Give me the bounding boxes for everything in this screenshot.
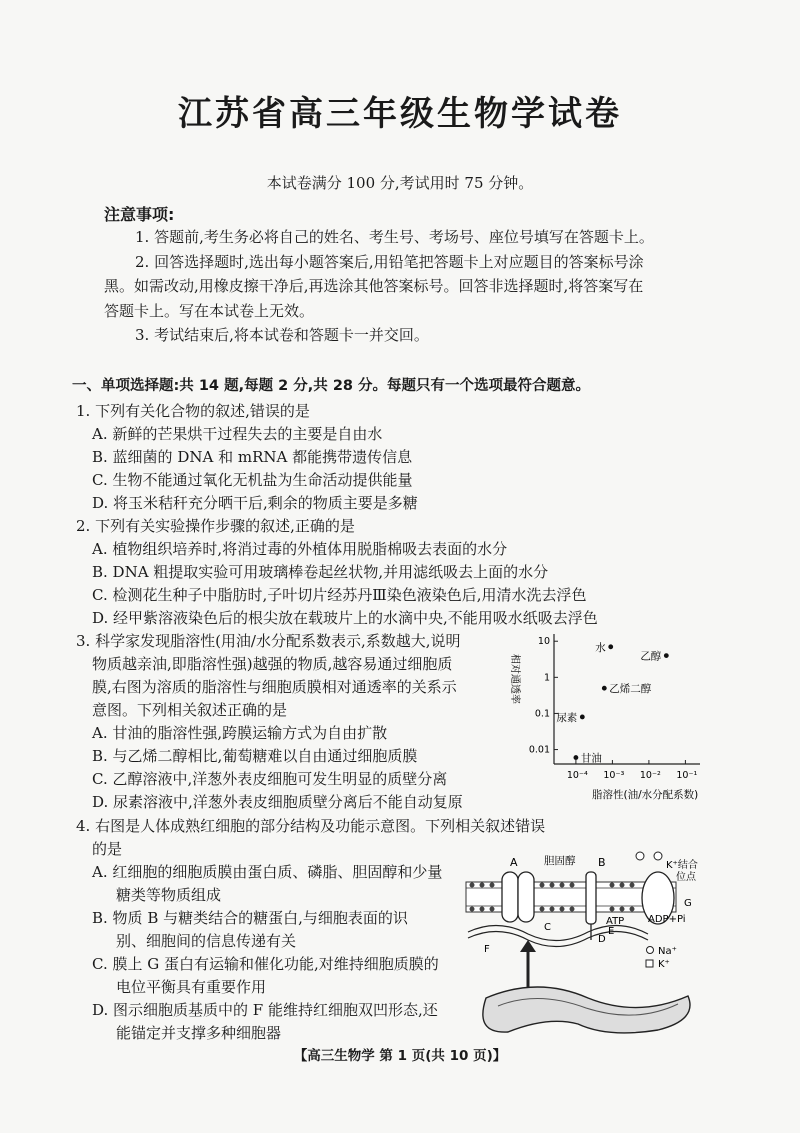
question-4-option-a: A. 红细胞的细胞质膜由蛋白质、磷脂、胆固醇和少量: [92, 863, 443, 881]
red-blood-cell-membrane-figure: [458, 848, 708, 1038]
red-cell-shape: [483, 987, 690, 1033]
question-4-option-d-cont: 能锚定并支撑多种细胞器: [116, 1024, 282, 1042]
question-4-option-b-cont: 别、细胞间的信息传递有关: [116, 932, 297, 950]
question-4-option-b: B. 物质 B 与糖类结合的糖蛋白,与细胞表面的识: [92, 909, 408, 927]
notice-line: 2. 回答选择题时,选出每小题答案后,用铅笔把答题卡上对应题目的答案标号涂: [135, 253, 644, 271]
question-1-stem: 1. 下列有关化合物的叙述,错误的是: [76, 402, 310, 420]
x-tick-label: 10⁻²: [639, 770, 661, 781]
data-point-label: 乙烯二醇: [609, 683, 652, 696]
label-b: B: [598, 856, 606, 869]
question-1-option-b: B. 蓝细菌的 DNA 和 mRNA 都能携带遗传信息: [92, 448, 413, 466]
section-heading: 一、单项选择题:共 14 题,每题 2 分,共 28 分。每题只有一个选项最符合题意。: [72, 378, 591, 394]
question-2-option-a: A. 植物组织培养时,将消过毒的外植体用脱脂棉吸去表面的水分: [92, 540, 508, 558]
x-tick-label: 10⁻¹: [676, 770, 698, 781]
question-3-stem: 膜,右图为溶质的脂溶性与细胞质膜相对通透率的关系示: [92, 678, 457, 696]
question-4-option-d: D. 图示细胞质基质中的 F 能维持红细胞双凹形态,还: [92, 1001, 438, 1019]
y-tick-label: 0.01: [528, 744, 550, 756]
question-1-option-d: D. 将玉米秸秆充分晒干后,剩余的物质主要是多糖: [92, 494, 418, 512]
permeability-chart: [500, 624, 730, 804]
data-point-label: 乙醇: [640, 650, 662, 663]
y-tick-label: 0.1: [534, 708, 550, 720]
question-1-option-a: A. 新鲜的芒果烘干过程失去的主要是自由水: [92, 425, 383, 443]
notice-line: 答题卡上。写在本试卷上无效。: [104, 302, 315, 320]
label-d: D: [598, 934, 606, 945]
y-tick-label: 10: [537, 636, 550, 648]
question-3-option-c: C. 乙醇溶液中,洋葱外表皮细胞可发生明显的质壁分离: [92, 770, 448, 788]
notice-line: 3. 考试结束后,将本试卷和答题卡一并交回。: [135, 326, 429, 344]
notice-heading: 注意事项:: [104, 205, 175, 224]
x-tick-label: 10⁻⁴: [566, 770, 588, 781]
cytoskeleton-f: [468, 925, 648, 940]
page-title: 江苏省高三年级生物学试卷: [178, 94, 622, 134]
label-atp: ATP: [606, 916, 625, 927]
y-tick-label: 1: [543, 672, 550, 684]
label-f: F: [484, 944, 490, 955]
question-4-option-a-cont: 糖类等物质组成: [116, 886, 222, 904]
x-axis-label: 脂溶性(油/水分配系数): [592, 789, 699, 801]
question-1-option-c: C. 生物不能通过氧化无机盐为生命活动提供能量: [92, 471, 413, 489]
label-e: E: [608, 926, 615, 937]
question-3-option-d: D. 尿素溶液中,洋葱外表皮细胞质壁分离后不能自动复原: [92, 793, 463, 811]
label-adp: ADP+Pi: [648, 914, 686, 925]
notice-line: 黑。如需改动,用橡皮擦干净后,再选涂其他答案标号。回答非选择题时,将答案写在: [104, 277, 644, 295]
question-3-stem: 3. 科学家发现脂溶性(用油/水分配系数表示,系数越大,说明: [76, 632, 461, 650]
question-2-option-c: C. 检测花生种子中脂肪时,子叶切片经苏丹Ⅲ染色液染色后,用清水洗去浮色: [92, 586, 587, 604]
question-2-option-b: B. DNA 粗提取实验可用玻璃棒卷起丝状物,并用滤纸吸去上面的水分: [92, 563, 549, 581]
label-k-binding: K⁺结合: [666, 860, 698, 871]
data-point: [602, 686, 607, 691]
data-point-label: 水: [595, 641, 606, 654]
question-2-option-d: D. 经甲紫溶液染色后的根尖放在载玻片上的水滴中央,不能用吸水纸吸去浮色: [92, 609, 598, 627]
question-3-option-b: B. 与乙烯二醇相比,葡萄糖难以自由通过细胞质膜: [92, 747, 418, 765]
question-2-stem: 2. 下列有关实验操作步骤的叙述,正确的是: [76, 517, 355, 535]
page-footer: 【高三生物学 第 1 页(共 10 页)】: [293, 1048, 507, 1064]
data-point-label: 甘油: [580, 752, 602, 765]
notice-line: 1. 答题前,考生务必将自己的姓名、考生号、考场号、座位号填写在答题卡上。: [135, 228, 654, 246]
question-4-stem: 4. 右图是人体成熟红细胞的部分结构及功能示意图。下列相关叙述错误: [76, 817, 546, 835]
exam-info: 本试卷满分 100 分,考试用时 75 分钟。: [266, 174, 534, 192]
label-a: A: [510, 856, 518, 869]
y-axis-label: 相对通透率: [509, 654, 520, 704]
label-c: C: [544, 922, 551, 933]
label-cholesterol: 胆固醇: [544, 855, 576, 867]
label-site: 位点: [676, 872, 696, 883]
label-g: G: [684, 898, 692, 909]
data-point-label: 尿素: [556, 711, 578, 724]
data-point: [580, 715, 585, 720]
data-point: [664, 653, 669, 658]
question-4-option-c-cont: 电位平衡具有重要作用: [116, 978, 267, 996]
legend-k: K⁺: [658, 959, 670, 970]
question-3-stem: 物质越亲油,即脂溶性强)越强的物质,越容易通过细胞质: [92, 655, 453, 673]
data-point: [608, 644, 613, 649]
protein-a: [502, 872, 534, 922]
question-4-stem: 的是: [92, 840, 123, 858]
question-4-option-c: C. 膜上 G 蛋白有运输和催化功能,对维持细胞质膜的: [92, 955, 439, 973]
legend-na: Na⁺: [658, 946, 677, 957]
x-tick-label: 10⁻³: [603, 770, 625, 781]
question-3-option-a: A. 甘油的脂溶性强,跨膜运输方式为自由扩散: [92, 724, 388, 742]
question-3-stem: 意图。下列相关叙述正确的是: [92, 701, 288, 719]
data-point: [574, 755, 579, 760]
